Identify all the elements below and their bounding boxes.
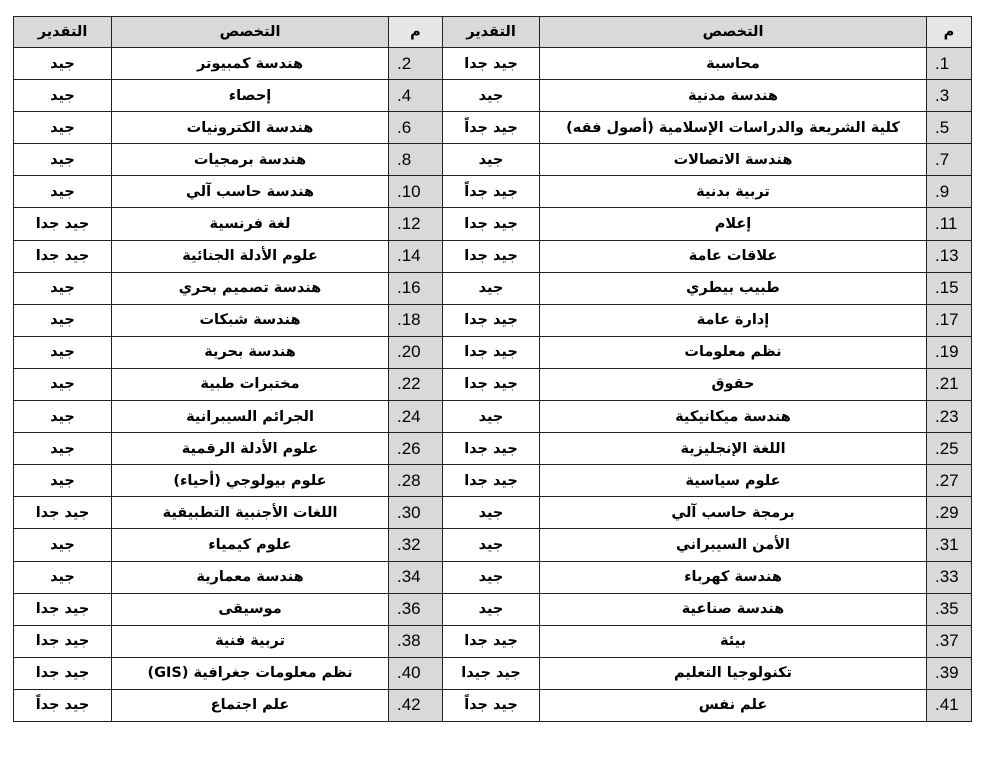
grade-cell: جيد جدا (14, 240, 112, 272)
grade-cell: جيد جدا (443, 304, 540, 336)
row-number-cell: .13 (927, 240, 972, 272)
grade-cell: جيد جداً (14, 689, 112, 721)
grade-cell: جيد (14, 465, 112, 497)
major-cell: حقوق (540, 368, 927, 400)
row-number-cell: .37 (927, 625, 972, 657)
table-row (14, 497, 972, 529)
major-cell: علاقات عامة (540, 240, 927, 272)
grade-cell: جيد جداً (443, 176, 540, 208)
header-number-col-1: م (927, 17, 972, 48)
row-number-cell: .38 (389, 625, 443, 657)
grade-cell: جيد جدا (443, 368, 540, 400)
row-number-cell: .1 (927, 48, 972, 80)
major-cell: هندسة الاتصالات (540, 144, 927, 176)
row-number-cell: .27 (927, 465, 972, 497)
grade-cell: جيد جدا (443, 433, 540, 465)
major-cell: تربية بدنية (540, 176, 927, 208)
major-cell: نظم معلومات (540, 336, 927, 368)
table-row (14, 689, 972, 721)
row-number-cell: .19 (927, 336, 972, 368)
row-number-cell: .40 (389, 657, 443, 689)
row-number-cell: .31 (927, 529, 972, 561)
major-cell: علوم بيولوجي (أحياء) (112, 465, 389, 497)
row-number-cell: .4 (389, 80, 443, 112)
row-number-cell: .10 (389, 176, 443, 208)
grade-cell: جيد جدا (443, 240, 540, 272)
major-cell: هندسة بحرية (112, 336, 389, 368)
major-cell: تكنولوجيا التعليم (540, 657, 927, 689)
table-row (14, 208, 972, 240)
majors-grades-table (13, 16, 972, 722)
row-number-cell: .35 (927, 593, 972, 625)
row-number-cell: .36 (389, 593, 443, 625)
major-cell: إعلام (540, 208, 927, 240)
major-cell: إحصاء (112, 80, 389, 112)
table-row (14, 336, 972, 368)
major-cell: موسيقى (112, 593, 389, 625)
row-number-cell: .33 (927, 561, 972, 593)
row-number-cell: .21 (927, 368, 972, 400)
table-row (14, 625, 972, 657)
table-row (14, 529, 972, 561)
major-cell: علوم الأدلة الجنائية (112, 240, 389, 272)
grade-cell: جيد (443, 561, 540, 593)
row-number-cell: .8 (389, 144, 443, 176)
major-cell: علوم سياسية (540, 465, 927, 497)
table-row (14, 368, 972, 400)
major-cell: هندسة كمبيوتر (112, 48, 389, 80)
row-number-cell: .32 (389, 529, 443, 561)
grade-cell: جيد جدا (443, 465, 540, 497)
table-row (14, 144, 972, 176)
major-cell: هندسة تصميم بحري (112, 272, 389, 304)
table-row (14, 304, 972, 336)
major-cell: نظم معلومات جغرافية (GIS) (112, 657, 389, 689)
major-cell: هندسة حاسب آلي (112, 176, 389, 208)
grade-cell: جيد جدا (443, 48, 540, 80)
header-row (14, 17, 972, 48)
row-number-cell: .34 (389, 561, 443, 593)
major-cell: بيئة (540, 625, 927, 657)
table-row (14, 593, 972, 625)
grade-cell: جيد (14, 176, 112, 208)
row-number-cell: .18 (389, 304, 443, 336)
grade-cell: جيد (14, 401, 112, 433)
header-major-col-2: التخصص (112, 17, 389, 48)
row-number-cell: .42 (389, 689, 443, 721)
major-cell: اللغات الأجنبية التطبيقية (112, 497, 389, 529)
major-cell: هندسة الكترونيات (112, 112, 389, 144)
row-number-cell: .12 (389, 208, 443, 240)
row-number-cell: .26 (389, 433, 443, 465)
major-cell: هندسة شبكات (112, 304, 389, 336)
major-cell: هندسة ميكانيكية (540, 401, 927, 433)
table-row (14, 433, 972, 465)
grade-cell: جيد (14, 433, 112, 465)
row-number-cell: .5 (927, 112, 972, 144)
table-row (14, 401, 972, 433)
grade-cell: جيد (443, 272, 540, 304)
row-number-cell: .20 (389, 336, 443, 368)
major-cell: محاسبة (540, 48, 927, 80)
table-row (14, 272, 972, 304)
row-number-cell: .22 (389, 368, 443, 400)
row-number-cell: .15 (927, 272, 972, 304)
grade-cell: جيد (14, 561, 112, 593)
major-cell: اللغة الإنجليزية (540, 433, 927, 465)
grade-cell: جيد جدا (14, 657, 112, 689)
row-number-cell: .25 (927, 433, 972, 465)
row-number-cell: .6 (389, 112, 443, 144)
grade-cell: جيد جدا (443, 208, 540, 240)
major-cell: هندسة مدنية (540, 80, 927, 112)
grade-cell: جيد جدا (14, 497, 112, 529)
grade-cell: جيد (14, 304, 112, 336)
table-row (14, 561, 972, 593)
grade-cell: جيد جيدا (443, 657, 540, 689)
grade-cell: جيد (14, 48, 112, 80)
major-cell: طبيب بيطري (540, 272, 927, 304)
major-cell: كلية الشريعة والدراسات الإسلامية (أصول فقه) (540, 112, 927, 144)
header-number-col-2: م (389, 17, 443, 48)
grade-cell: جيد جدا (14, 625, 112, 657)
row-number-cell: .30 (389, 497, 443, 529)
row-number-cell: .17 (927, 304, 972, 336)
major-cell: هندسة برمجيات (112, 144, 389, 176)
major-cell: لغة فرنسية (112, 208, 389, 240)
grade-cell: جيد (14, 529, 112, 561)
major-cell: مختبرات طبية (112, 368, 389, 400)
grade-cell: جيد جداً (443, 689, 540, 721)
major-cell: هندسة صناعية (540, 593, 927, 625)
grade-cell: جيد جدا (443, 336, 540, 368)
row-number-cell: .11 (927, 208, 972, 240)
table-row (14, 465, 972, 497)
table-row (14, 48, 972, 80)
major-cell: علوم كيمياء (112, 529, 389, 561)
row-number-cell: .41 (927, 689, 972, 721)
header-major-col-1: التخصص (540, 17, 927, 48)
header-grade-col-1: التقدير (443, 17, 540, 48)
grade-cell: جيد (443, 529, 540, 561)
major-cell: الجرائم السيبرانية (112, 401, 389, 433)
grade-cell: جيد (443, 80, 540, 112)
major-cell: علم اجتماع (112, 689, 389, 721)
major-cell: تربية فنية (112, 625, 389, 657)
table-row (14, 80, 972, 112)
grade-cell: جيد (14, 80, 112, 112)
major-cell: علوم الأدلة الرقمية (112, 433, 389, 465)
grade-cell: جيد (14, 144, 112, 176)
row-number-cell: .9 (927, 176, 972, 208)
grade-cell: جيد (14, 112, 112, 144)
grade-cell: جيد (443, 401, 540, 433)
row-number-cell: .29 (927, 497, 972, 529)
table-row (14, 240, 972, 272)
grade-cell: جيد (14, 368, 112, 400)
row-number-cell: .28 (389, 465, 443, 497)
row-number-cell: .39 (927, 657, 972, 689)
row-number-cell: .3 (927, 80, 972, 112)
major-cell: علم نفس (540, 689, 927, 721)
grade-cell: جيد جداً (443, 112, 540, 144)
row-number-cell: .2 (389, 48, 443, 80)
row-number-cell: .16 (389, 272, 443, 304)
grade-cell: جيد (443, 497, 540, 529)
grade-cell: جيد (443, 144, 540, 176)
grade-cell: جيد جدا (443, 625, 540, 657)
row-number-cell: .23 (927, 401, 972, 433)
grade-cell: جيد (14, 272, 112, 304)
major-cell: هندسة معمارية (112, 561, 389, 593)
table-row (14, 176, 972, 208)
major-cell: هندسة كهرباء (540, 561, 927, 593)
grade-cell: جيد (14, 336, 112, 368)
major-cell: الأمن السيبراني (540, 529, 927, 561)
major-cell: برمجة حاسب آلي (540, 497, 927, 529)
grade-cell: جيد جدا (14, 593, 112, 625)
row-number-cell: .24 (389, 401, 443, 433)
major-cell: إدارة عامة (540, 304, 927, 336)
header-grade-col-2: التقدير (14, 17, 112, 48)
table-row (14, 657, 972, 689)
row-number-cell: .14 (389, 240, 443, 272)
grade-cell: جيد (443, 593, 540, 625)
row-number-cell: .7 (927, 144, 972, 176)
table-row (14, 112, 972, 144)
grade-cell: جيد جدا (14, 208, 112, 240)
